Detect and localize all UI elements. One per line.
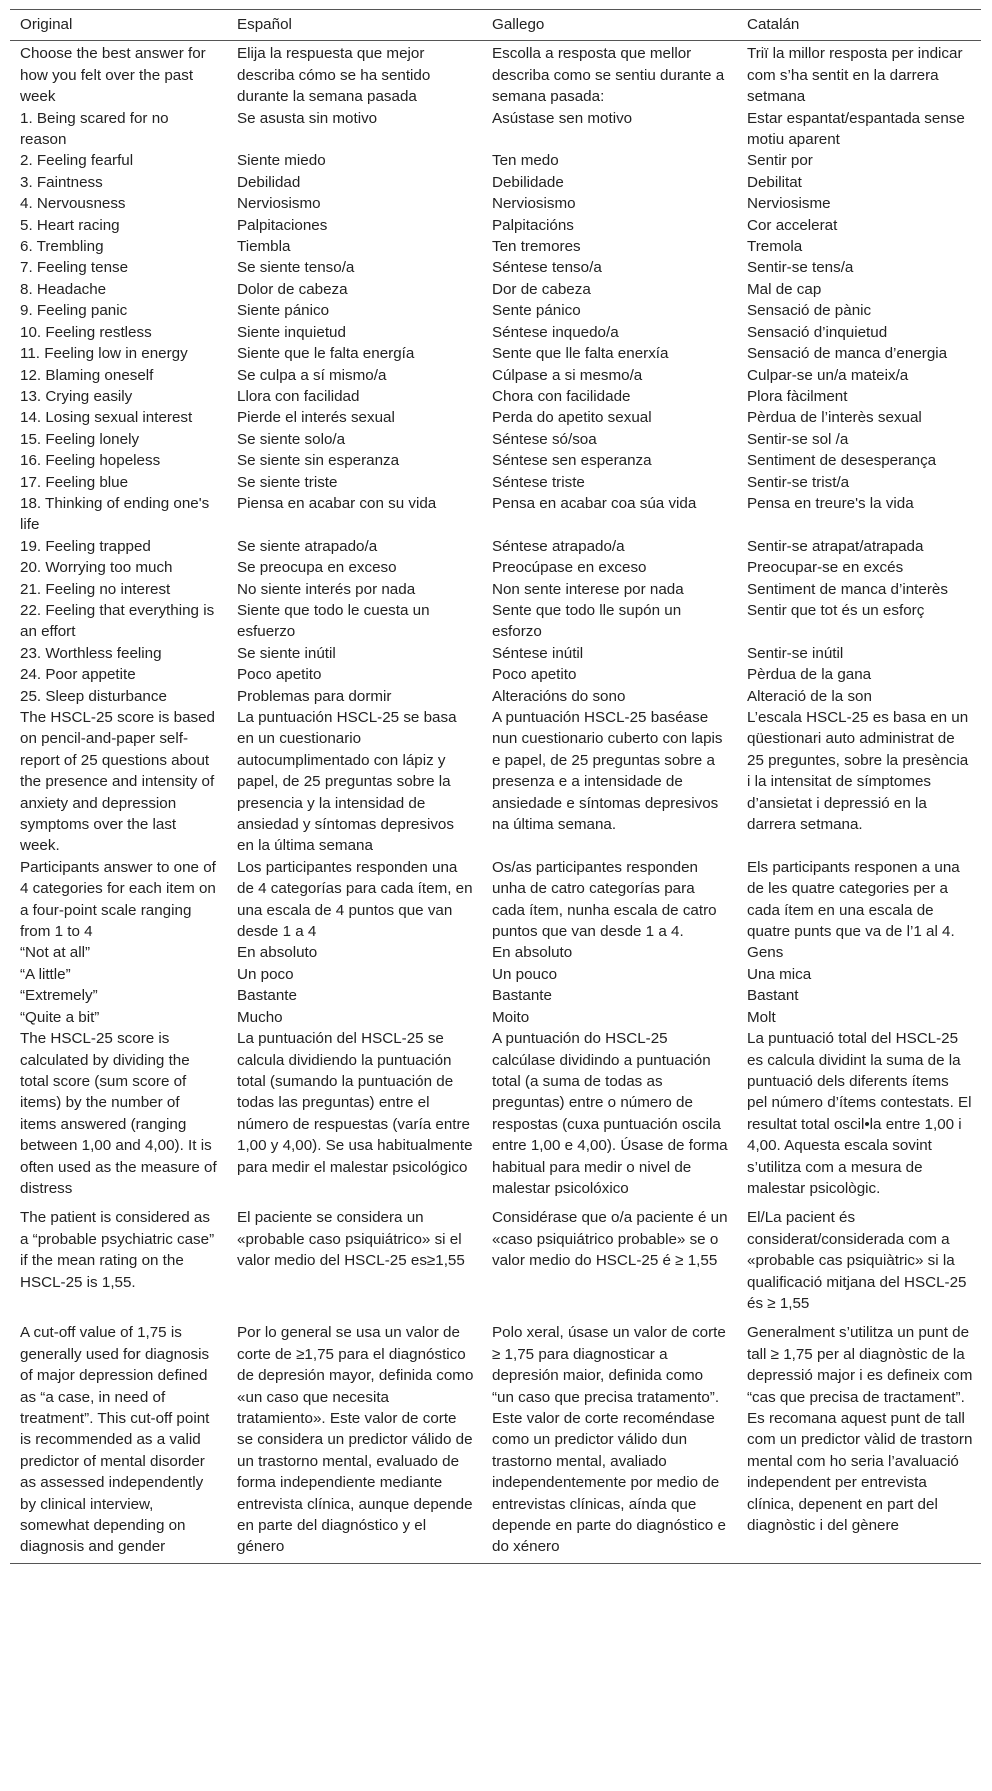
cell-espanol: Nerviosismo	[237, 195, 321, 213]
table-row	[10, 300, 981, 321]
cell-original: 21. Feeling no interest	[20, 580, 171, 598]
cell-espanol: Elija la respuesta que mejor describa cómo se ha sentido durante la semana pasada	[237, 45, 431, 106]
cell-espanol: Siente inquietud	[237, 323, 346, 341]
cell-original: 17. Feeling blue	[20, 473, 129, 491]
cell-espanol: No siente interés por nada	[237, 580, 416, 598]
cell-espanol: La puntuación HSCL-25 se basa en un cuestionario autocumplimentado con lápiz y papel, de 25 preguntas sobre la presencia y la intensidad de ansiedad y síntomas depresivos en la última semana	[237, 709, 457, 855]
cell-espanol: Debilidad	[237, 173, 301, 191]
cell-gallego: Debilidade	[492, 173, 564, 191]
cell-gallego: Sente que todo lle supón un esforzo	[492, 601, 682, 641]
cell-espanol: Se preocupa en exceso	[237, 559, 397, 577]
cell-catalan: Sentir que tot és un esforç	[747, 601, 925, 619]
cell-catalan: Culpar-se un/a mateix/a	[747, 366, 909, 384]
cell-original: “A little”	[20, 965, 71, 983]
cell-original: 25. Sleep disturbance	[20, 687, 167, 705]
table-row	[10, 707, 981, 857]
cell-gallego: Dor de cabeza	[492, 280, 591, 298]
cell-gallego: Nerviosismo	[492, 195, 576, 213]
table-row	[10, 108, 981, 151]
table-row	[10, 1314, 981, 1563]
cell-catalan: Gens	[747, 944, 784, 962]
table-row	[10, 942, 981, 963]
table-row	[10, 686, 981, 707]
table-row	[10, 1007, 981, 1028]
cell-original: “Not at all”	[20, 944, 91, 962]
cell-gallego: Polo xeral, úsase un valor de corte ≥ 1,75 para diagnosticar a depresión maior, definida como “un caso que precisa tratamento”. Este valor de corte recoméndase como un predictor válido dun trastorno mental, avaliado independentemente por medio de entrevistas clínicas, aínda que depende en parte do diagnóstico e do xénero	[482, 1314, 737, 1563]
cell-espanol: Llora con facilidad	[237, 387, 360, 405]
cell-espanol: Se siente triste	[237, 473, 338, 491]
cell-gallego: Sente que lle falta enerxía	[492, 345, 669, 363]
cell-espanol: En absoluto	[237, 944, 318, 962]
table-row	[10, 643, 981, 664]
table-row	[10, 857, 981, 943]
cell-espanol: Se siente atrapado/a	[237, 537, 378, 555]
table-row	[10, 407, 981, 428]
cell-catalan: Mal de cap	[747, 280, 822, 298]
cell-espanol: Pierde el interés sexual	[237, 409, 395, 427]
cell-original: 22. Feeling that everything is an effort	[20, 601, 215, 641]
cell-original: 13. Crying easily	[20, 387, 133, 405]
cell-original: 14. Losing sexual interest	[20, 409, 193, 427]
cell-catalan: La puntuació total del HSCL-25 es calcula dividint la suma de la puntuació dels diferents ítems pel número d’ítems contestats. El resultat total oscil•la entre 1,00 i 4,00. Aquesta escala sovint s’utilitza com a mesura de malestar psicològic.	[747, 1030, 972, 1197]
cell-original: 7. Feeling tense	[20, 259, 129, 277]
cell-catalan: Sentiment de desesperança	[747, 452, 937, 470]
table-row	[10, 600, 981, 643]
table-row	[10, 964, 981, 985]
header-catalan: Catalán	[737, 10, 981, 41]
cell-gallego: Moito	[492, 1008, 530, 1026]
cell-catalan: Sensació de pànic	[747, 302, 872, 320]
cell-original: 9. Feeling panic	[20, 302, 128, 320]
cell-original: 8. Headache	[20, 280, 107, 298]
cell-catalan: Molt	[747, 1008, 776, 1026]
cell-gallego: Poco apetito	[492, 666, 577, 684]
cell-original: 1. Being scared for no reason	[20, 109, 169, 149]
table-row	[10, 365, 981, 386]
cell-gallego: Non sente interese por nada	[492, 580, 684, 598]
cell-espanol: Tiembla	[237, 238, 291, 256]
cell-catalan: Sentiment de manca d’interès	[747, 580, 948, 598]
cell-catalan: Triï la millor resposta per indicar com s’ha sentit en la darrera setmana	[747, 45, 963, 106]
cell-espanol: Piensa en acabar con su vida	[237, 494, 437, 512]
cell-gallego: Os/as participantes responden unha de catro categorías para cada ítem, nunha escala de catro puntos que van desde 1 a 4.	[492, 858, 717, 941]
cell-original: Choose the best answer for how you felt over the past week	[20, 45, 206, 106]
cell-original: 18. Thinking of ending one's life	[20, 494, 210, 534]
cell-original: 19. Feeling trapped	[20, 537, 151, 555]
cell-gallego: Chora con facilidade	[492, 387, 631, 405]
cell-espanol: Por lo general se usa un valor de corte de ≥1,75 para el diagnóstico de depresión mayor, definida como «un caso que necesita tratamiento». Este valor de corte se considera un predictor válido de un trastorno mental, evaluado de forma independiente mediante entrevista clínica, aunque depende en parte del diagnóstico y el género	[227, 1314, 482, 1563]
table-row	[10, 279, 981, 300]
table-row	[10, 236, 981, 257]
cell-original: 23. Worthless feeling	[20, 644, 162, 662]
cell-espanol: Problemas para dormir	[237, 687, 392, 705]
cell-original: “Extremely”	[20, 987, 98, 1005]
cell-espanol: Se siente tenso/a	[237, 259, 355, 277]
cell-catalan: Una mica	[747, 965, 812, 983]
cell-espanol: La puntuación del HSCL-25 se calcula dividiendo la puntuación total (sumando la puntuación de todas las preguntas) entre el número de respuestas (varía entre 1,00 y 4,00). Se usa habitualmente para medir el malestar psicológico	[237, 1030, 473, 1176]
cell-catalan: Preocupar-se en excés	[747, 559, 904, 577]
cell-catalan: Els participants responen a una de les quatre categories per a cada ítem en una escala de quatre punts que va de l’1 al 4.	[747, 858, 960, 941]
cell-original: “Quite a bit”	[20, 1008, 100, 1026]
cell-catalan: Alteració de la son	[747, 687, 872, 705]
table-row	[10, 257, 981, 278]
cell-gallego: Perda do apetito sexual	[492, 409, 652, 427]
cell-catalan: Pensa en treure's la vida	[747, 494, 914, 512]
cell-espanol: Se siente solo/a	[237, 430, 346, 448]
cell-original: The HSCL-25 score is calculated by dividing the total score (sum score of items) by the number of items answered (ranging between 1,00 and 4,00). It is often used as the measure of distress	[20, 1030, 217, 1197]
cell-catalan: Cor accelerat	[747, 216, 838, 234]
table-row	[10, 664, 981, 685]
cell-espanol: Siente miedo	[237, 152, 326, 170]
translation-table	[10, 9, 981, 1564]
cell-espanol: Poco apetito	[237, 666, 322, 684]
cell-espanol: Se asusta sin motivo	[237, 109, 378, 127]
cell-gallego: Cúlpase a si mesmo/a	[492, 366, 643, 384]
header-espanol: Español	[227, 10, 482, 41]
table-row	[10, 1028, 981, 1199]
cell-catalan: Bastant	[747, 987, 799, 1005]
table-row	[10, 1199, 981, 1314]
cell-espanol: Siente que le falta energía	[237, 345, 415, 363]
cell-catalan: Sentir-se tens/a	[747, 259, 854, 277]
cell-catalan: Plora fàcilment	[747, 387, 848, 405]
cell-gallego: Séntese tenso/a	[492, 259, 602, 277]
cell-gallego: Séntese triste	[492, 473, 585, 491]
cell-gallego: Bastante	[492, 987, 552, 1005]
cell-original: 24. Poor appetite	[20, 666, 136, 684]
cell-espanol: Los participantes responden una de 4 categorías para cada ítem, en una escala de 4 puntos que van desde 1 a 4	[237, 858, 473, 941]
table-row	[10, 493, 981, 536]
table-row	[10, 215, 981, 236]
table-row	[10, 450, 981, 471]
cell-catalan: Sentir-se trist/a	[747, 473, 850, 491]
table-row	[10, 343, 981, 364]
header-gallego: Gallego	[482, 10, 737, 41]
cell-catalan: Debilitat	[747, 173, 802, 191]
cell-gallego: A puntuación do HSCL-25 calcúlase dividindo a puntuación total (a suma de todas as preguntas) entre o número de respostas (cuxa puntuación oscila entre 1,00 e 4,00). Úsase de forma habitual para medir o nivel de malestar psicolóxico	[492, 1030, 728, 1197]
cell-catalan: Sentir-se sol /a	[747, 430, 849, 448]
cell-espanol: Se siente inútil	[237, 644, 336, 662]
cell-original: 20. Worrying too much	[20, 559, 173, 577]
cell-original: The HSCL-25 score is based on pencil-and-paper self-report of 25 questions about the presence and intensity of anxiety and depression symptoms over the last week.	[20, 709, 215, 855]
cell-gallego: Ten medo	[492, 152, 559, 170]
cell-gallego: Considérase que o/a paciente é un «caso psiquiátrico probable» se o valor medio do HSCL-25 é ≥ 1,55	[492, 1209, 728, 1270]
cell-catalan: Generalment s’utilitza un punt de tall ≥ 1,75 per al diagnòstic de la depressió major i es defineix com “cas que precisa de tractament”. Es recomana aquest punt de tall com un predictor vàlid de trastorn mental com ho seria l’avaluació independent per entrevista clínica, depenent en part del diagnòstic i del gènere	[737, 1314, 981, 1563]
cell-espanol: Mucho	[237, 1008, 283, 1026]
table-body	[10, 41, 981, 1563]
cell-original: 10. Feeling restless	[20, 323, 152, 341]
cell-catalan: Sentir-se atrapat/atrapada	[747, 537, 924, 555]
cell-catalan: Sentir por	[747, 152, 813, 170]
cell-gallego: Séntese inquedo/a	[492, 323, 619, 341]
cell-gallego: Un pouco	[492, 965, 558, 983]
cell-gallego: Séntese inútil	[492, 644, 584, 662]
cell-espanol: Un poco	[237, 965, 294, 983]
cell-catalan: Sentir-se inútil	[747, 644, 844, 662]
cell-gallego: Séntese sen esperanza	[492, 452, 652, 470]
table-row	[10, 985, 981, 1006]
cell-espanol: Bastante	[237, 987, 297, 1005]
cell-catalan: Pèrdua de la gana	[747, 666, 872, 684]
cell-espanol: Palpitaciones	[237, 216, 328, 234]
table-row	[10, 41, 981, 108]
cell-catalan: El/La pacient és considerat/considerada com a «probable cas psiquiàtric» si la qualificació mitjana del HSCL-25 és ≥ 1,55	[747, 1209, 967, 1312]
table-row	[10, 322, 981, 343]
cell-espanol: Se siente sin esperanza	[237, 452, 400, 470]
table-row	[10, 536, 981, 557]
cell-catalan: Sensació de manca d’energia	[747, 345, 948, 363]
cell-gallego: Sente pánico	[492, 302, 581, 320]
cell-gallego: Séntese atrapado/a	[492, 537, 625, 555]
cell-original: 4. Nervousness	[20, 195, 126, 213]
cell-original: A cut-off value of 1,75 is generally used for diagnosis of major depression defined as “a case, in need of treatment”. This cut-off point is recommended as a valid predictor of mental disorder as assessed independently by clinical interview, somewhat depending on diagnosis and gender	[10, 1314, 227, 1563]
cell-original: 6. Trembling	[20, 238, 104, 256]
cell-original: Participants answer to one of 4 categories for each item on a four-point scale ranging from 1 to 4	[20, 858, 216, 941]
cell-original: 16. Feeling hopeless	[20, 452, 161, 470]
cell-espanol: Se culpa a sí mismo/a	[237, 366, 387, 384]
cell-original: 3. Faintness	[20, 173, 103, 191]
table-row	[10, 429, 981, 450]
cell-gallego: Asústase sen motivo	[492, 109, 633, 127]
cell-original: 2. Feeling fearful	[20, 152, 134, 170]
cell-gallego: Pensa en acabar coa súa vida	[492, 494, 697, 512]
cell-original: 5. Heart racing	[20, 216, 120, 234]
cell-catalan: Pèrdua de l’interès sexual	[747, 409, 922, 427]
cell-catalan: Estar espantat/espantada sense motiu aparent	[747, 109, 965, 149]
cell-gallego: Palpitacións	[492, 216, 574, 234]
cell-catalan: Nerviosisme	[747, 195, 831, 213]
cell-gallego: Alteracións do sono	[492, 687, 626, 705]
cell-catalan: Sensació d’inquietud	[747, 323, 888, 341]
cell-original: The patient is considered as a “probable psychiatric case” if the mean rating on the HSCL-25 is 1,55.	[20, 1209, 215, 1291]
cell-espanol: Dolor de cabeza	[237, 280, 348, 298]
cell-original: 11. Feeling low in energy	[20, 345, 188, 363]
cell-catalan: L’escala HSCL-25 es basa en un qüestionari auto administrat de 25 preguntes, sobre la presència i la intensitat de símptomes d’ansietat i depressió en la darrera setmana.	[747, 709, 969, 834]
header-original: Original	[10, 10, 227, 41]
header-row	[10, 10, 981, 41]
table-row	[10, 150, 981, 171]
cell-espanol: El paciente se considera un «probable caso psiquiátrico» si el valor medio del HSCL-25 es≥1,55	[237, 1209, 465, 1270]
table-row	[10, 193, 981, 214]
cell-gallego: Escolla a resposta que mellor describa como se sentiu durante a semana pasada:	[492, 45, 725, 106]
cell-original: 15. Feeling lonely	[20, 430, 140, 448]
cell-gallego: En absoluto	[492, 944, 573, 962]
cell-gallego: Preocúpase en exceso	[492, 559, 647, 577]
cell-gallego: Séntese só/soa	[492, 430, 597, 448]
table-row	[10, 579, 981, 600]
table-row	[10, 472, 981, 493]
cell-original: 12. Blaming oneself	[20, 366, 154, 384]
cell-espanol: Siente pánico	[237, 302, 330, 320]
cell-espanol: Siente que todo le cuesta un esfuerzo	[237, 601, 430, 641]
table-row	[10, 557, 981, 578]
table-row	[10, 386, 981, 407]
cell-catalan: Tremola	[747, 238, 803, 256]
cell-gallego: A puntuación HSCL-25 baséase nun cuestionario cuberto con lapis e papel, de 25 preguntas sobre a presenza e a intensidade de ansiedade e síntomas depresivos na última semana.	[492, 709, 723, 834]
cell-gallego: Ten tremores	[492, 238, 581, 256]
table-row	[10, 172, 981, 193]
